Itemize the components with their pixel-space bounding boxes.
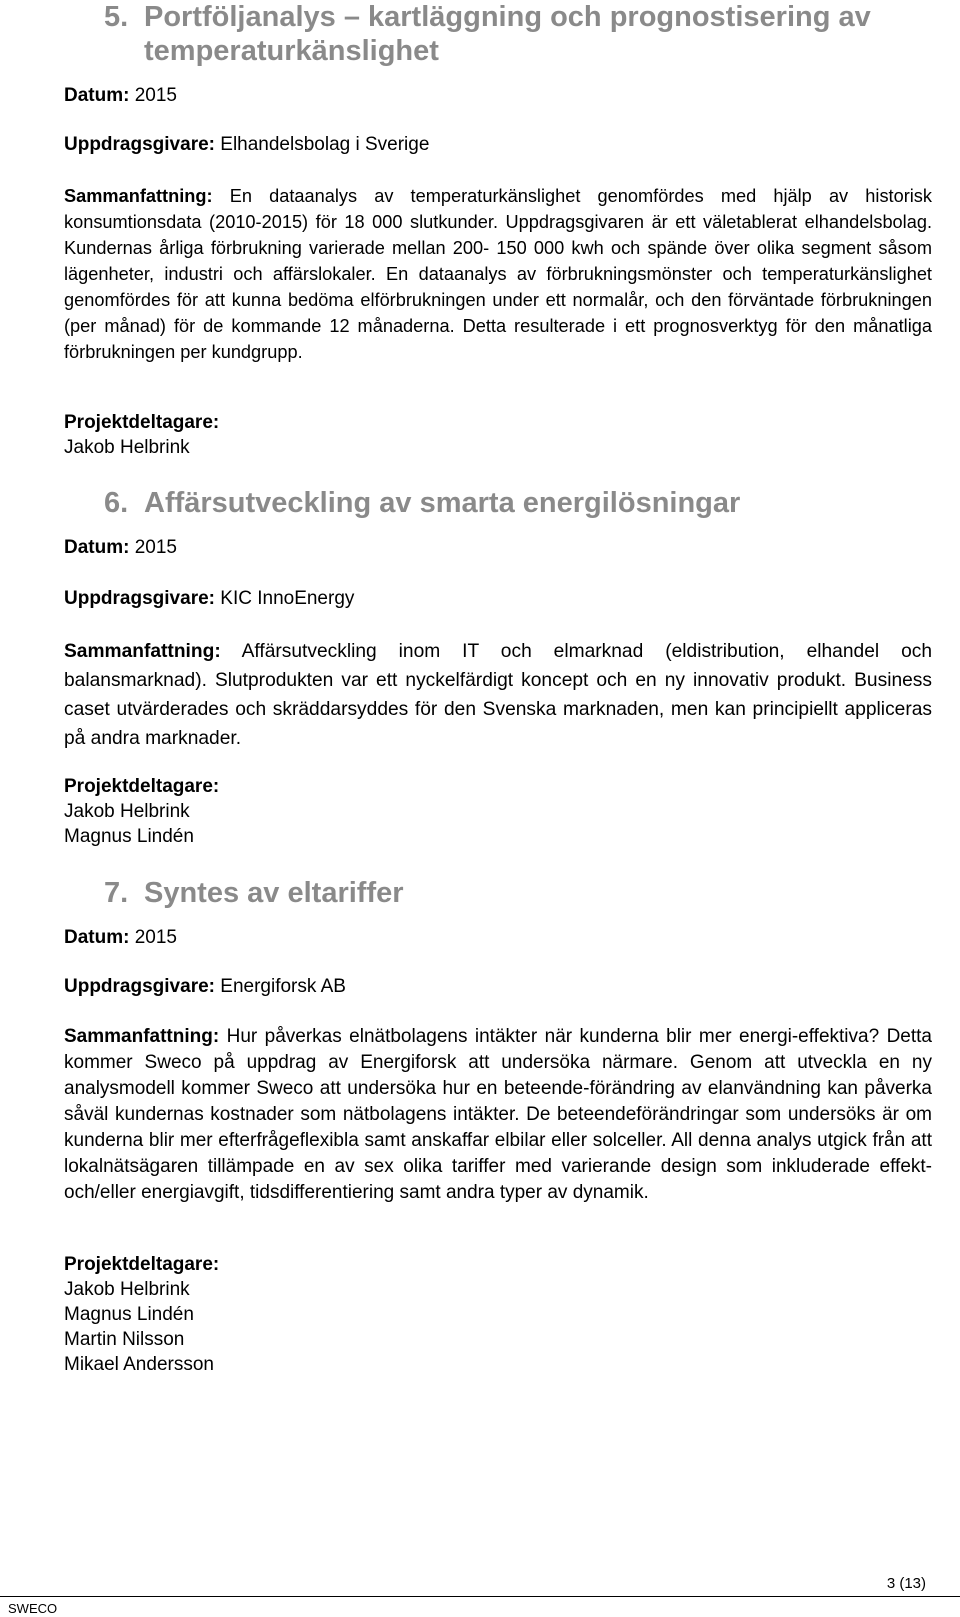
summary-text: Affärsutveckling inom IT och elmarknad (eldistribution, elhandel och balansmarknad). Slutprodukten var ett nyckelfärdigt koncept och en ny innovativ produkt. Business caset utvärderades och skräddarsyddes för den Svenska marknaden, men kan principiellt appliceras på andra marknader. [64,641,933,749]
page-number: 3 (13) [886,1575,926,1592]
section-5-title-line1: Portföljanalys – kartläggning och prognostisering av [144,1,871,33]
participants-label: Projektdeltagare: [64,1254,220,1275]
participant-name: Magnus Lindén [64,1304,194,1325]
client-value: Elhandelsbolag i Sverige [220,134,430,155]
section-6-date [64,536,177,560]
date-label: Datum: [64,537,130,558]
participants-label: Projektdeltagare: [64,776,220,797]
section-6-summary [64,637,932,753]
section-7-participants [64,1252,219,1377]
date-label: Datum: [64,927,130,948]
section-6-number: 6. [104,487,129,519]
section-5-heading [104,0,954,68]
section-7-heading [104,876,404,910]
summary-label: Sammanfattning: [64,641,221,662]
section-7-date [64,926,177,950]
participant-name: Jakob Helbrink [64,801,190,822]
section-6-heading [104,486,740,520]
section-6-participants [64,774,219,849]
section-5-title-line2: temperaturkänslighet [144,35,439,67]
section-5-summary [64,183,932,365]
section-7-summary [64,1024,932,1206]
summary-label: Sammanfattning: [64,1026,220,1047]
section-7-title: Syntes av eltariffer [144,877,404,909]
section-7-number: 7. [104,877,129,909]
client-value: Energiforsk AB [220,976,346,997]
client-value: KIC InnoEnergy [220,588,355,609]
section-7-client [64,975,346,999]
summary-label: Sammanfattning: [64,186,213,206]
client-label: Uppdragsgivare: [64,588,215,609]
client-label: Uppdragsgivare: [64,134,215,155]
participants-label: Projektdeltagare: [64,412,220,433]
client-label: Uppdragsgivare: [64,976,215,997]
date-value: 2015 [134,537,178,558]
footer-brand: SWECO [8,1601,58,1616]
section-6-client [64,587,354,611]
section-5-participants [64,410,219,460]
section-5-client [64,133,429,157]
section-5-date [64,84,177,108]
summary-text: Hur påverkas elnätbolagens intäkter när kunderna blir mer energi-effektiva? Detta kommer Sweco på uppdrag av Energiforsk att undersöka närmare. Genom att utveckla en ny analysmodell kommer Sweco att undersöka hur en beteende-förändring av elanvändning kan påverka såväl kundernas kostnader som nätbolagens intäkter. De beteendeförändringar som undersöks är om kunderna blir mer efterfrågeflexibla samt anskaffar elbilar eller solceller. All denna analys utgick från att lokalnätsägaren tillämpade en av sex olika tariffer med varierande design som inkluderade effekt- och/eller energiavgift, tidsdifferentiering samt andra typer av dynamik. [64,1026,932,1203]
participant-name: Mikael Andersson [64,1354,214,1375]
participant-name: Magnus Lindén [64,826,194,847]
section-5-number: 5. [104,1,129,33]
participant-name: Jakob Helbrink [64,437,190,458]
date-label: Datum: [64,85,130,106]
footer-divider [0,1596,960,1597]
date-value: 2015 [134,85,178,106]
participant-name: Jakob Helbrink [64,1279,190,1300]
summary-text: En dataanalys av temperaturkänslighet genomfördes med hjälp av historisk konsumtionsdata (2010-2015) för 18 000 slutkunder. Uppdragsgivaren är ett väletablerat elhandelsbolag. Kundernas årliga förbrukning varierade mellan 200- 150 000 kwh och spände över olika segment såsom lägenheter, industri och affärslokaler. En dataanalys av förbrukningsmönster och temperaturkänslighet genomfördes för att kunna bedöma elförbrukningen under ett normalår, och den förväntade förbrukningen (per månad) för de kommande 12 månaderna. Detta resulterade i ett prognosverktyg för den månatliga förbrukningen per kundgrupp. [64,186,932,362]
section-6-title: Affärsutveckling av smarta energilösningar [144,487,741,519]
date-value: 2015 [134,927,178,948]
participant-name: Martin Nilsson [64,1329,185,1350]
